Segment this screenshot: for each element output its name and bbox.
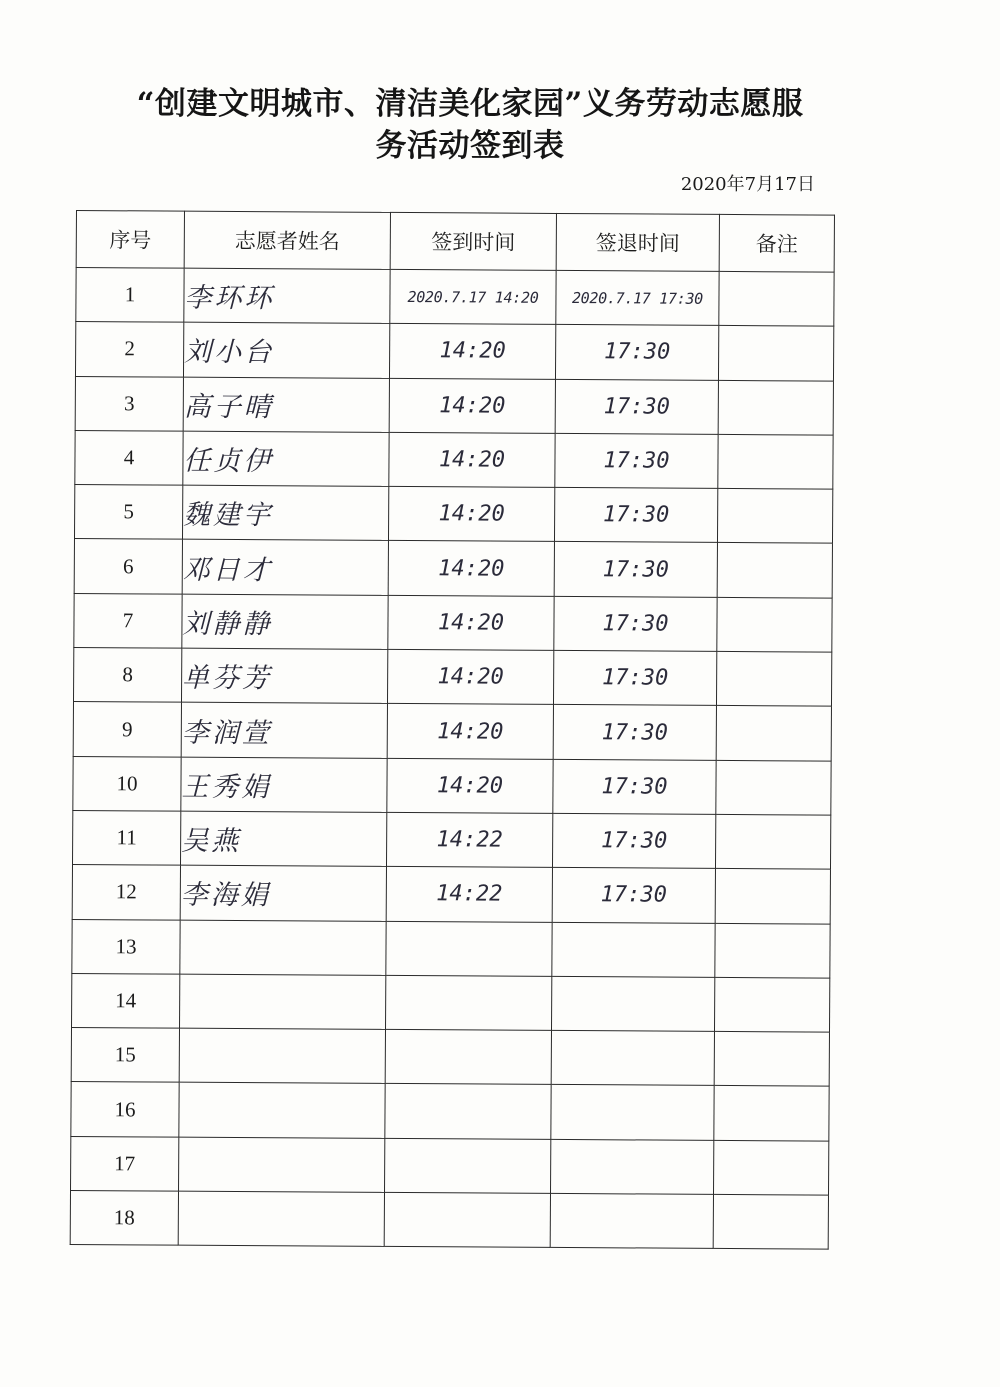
volunteer-name-cell: [180, 974, 386, 1030]
sign-in-time-cell: 14:20: [387, 758, 553, 813]
volunteer-name-cell: 高子晴: [183, 377, 389, 433]
serial-number-cell: 9: [73, 702, 181, 757]
sign-out-time-cell: 17:30: [552, 813, 715, 868]
table-row: [73, 702, 831, 761]
table-row: [72, 973, 830, 1032]
remarks-cell: [717, 597, 832, 652]
serial-number-cell: 5: [74, 485, 182, 540]
remarks-cell: [715, 814, 830, 869]
sign-in-time-cell: [385, 975, 551, 1030]
sign-in-time-cell: 14:20: [387, 649, 553, 704]
document-date: 2020年7月17日: [680, 174, 815, 195]
volunteer-name-cell: 刘小台: [183, 322, 389, 378]
volunteer-name-cell: 单芬芳: [181, 648, 387, 704]
sign-in-time-cell: [386, 921, 552, 976]
sign-out-time-cell: [550, 1193, 713, 1248]
header-serial-number: 序号: [76, 211, 184, 269]
sign-out-time-cell: 17:30: [553, 759, 716, 814]
sign-out-time-cell: [551, 976, 714, 1031]
remarks-cell: [717, 489, 832, 544]
sign-in-time-cell: 14:20: [388, 541, 554, 596]
header-sign-out-time: 签退时间: [556, 213, 719, 271]
volunteer-name-cell: 邓日才: [182, 540, 388, 596]
table-row: [75, 430, 833, 489]
remarks-cell: [714, 1032, 829, 1087]
table-row: [71, 1136, 829, 1195]
volunteer-name-cell: 李环环: [184, 268, 390, 324]
serial-number-cell: 14: [72, 973, 180, 1028]
sign-in-time-cell: [385, 1030, 551, 1085]
remarks-cell: [714, 1086, 829, 1141]
remarks-cell: [714, 977, 829, 1032]
serial-number-cell: 15: [71, 1028, 179, 1083]
volunteer-name-cell: 李海娟: [180, 865, 386, 921]
sign-out-time-cell: 17:30: [554, 542, 717, 597]
sign-in-time-cell: 14:20: [388, 595, 554, 650]
sign-in-time-cell: 14:22: [386, 812, 552, 867]
table-row: [73, 756, 831, 815]
sign-out-time-cell: [551, 1031, 714, 1086]
volunteer-name-cell: 任贞伊: [183, 431, 389, 487]
table-row: [74, 593, 832, 652]
sign-in-time-cell: 14:20: [389, 324, 555, 379]
volunteer-name-cell: 魏建宇: [182, 485, 388, 541]
sign-out-time-cell: [552, 922, 715, 977]
remarks-cell: [718, 326, 833, 381]
serial-number-cell: 7: [74, 593, 182, 648]
sign-out-time-cell: 17:30: [552, 868, 715, 923]
header-remarks: 备注: [719, 214, 834, 272]
remarks-cell: [713, 1140, 828, 1195]
table-row: [75, 376, 833, 435]
document-title-line1: “创建文明城市、清洁美化家园”义务劳动志愿服: [136, 86, 804, 122]
sign-in-time-cell: 14:20: [387, 704, 553, 759]
sign-out-time-cell: 17:30: [554, 596, 717, 651]
remarks-cell: [715, 923, 830, 978]
volunteer-name-cell: [179, 1137, 385, 1193]
table-row: [72, 919, 830, 978]
sign-out-time-cell: 17:30: [555, 379, 718, 434]
remarks-cell: [716, 652, 831, 707]
table-row: [76, 268, 834, 327]
serial-number-cell: 3: [75, 376, 183, 431]
table-header-row: [76, 211, 834, 273]
sign-in-time-cell: 14:22: [386, 867, 552, 922]
serial-number-cell: 18: [70, 1191, 178, 1246]
table-row: [72, 865, 830, 924]
serial-number-cell: 8: [73, 648, 181, 703]
remarks-cell: [716, 760, 831, 815]
table-row: [73, 810, 831, 869]
remarks-cell: [715, 869, 830, 924]
volunteer-name-cell: [179, 1028, 385, 1084]
serial-number-cell: 4: [75, 430, 183, 485]
serial-number-cell: 11: [73, 810, 181, 865]
remarks-cell: [713, 1194, 828, 1249]
serial-number-cell: 17: [71, 1136, 179, 1191]
sign-in-time-cell: [385, 1138, 551, 1193]
sign-in-time-cell: 2020.7.17 14:20: [390, 269, 556, 324]
remarks-cell: [718, 434, 833, 489]
serial-number-cell: 10: [73, 756, 181, 811]
sign-out-time-cell: [551, 1139, 714, 1194]
sign-out-time-cell: 17:30: [555, 433, 718, 488]
serial-number-cell: 6: [74, 539, 182, 594]
sign-out-time-cell: 17:30: [554, 488, 717, 543]
sign-in-time-cell: [384, 1192, 550, 1247]
header-sign-in-time: 签到时间: [390, 212, 556, 270]
serial-number-cell: 13: [72, 919, 180, 974]
sign-out-time-cell: 17:30: [553, 705, 716, 760]
sign-out-time-cell: 17:30: [555, 325, 718, 380]
volunteer-name-cell: 刘静静: [182, 594, 388, 650]
serial-number-cell: 1: [76, 268, 184, 323]
remarks-cell: [718, 380, 833, 435]
table-row: [74, 539, 832, 598]
sign-in-time-cell: 14:20: [389, 378, 555, 433]
table-row: [73, 648, 831, 707]
sign-in-time-cell: [385, 1084, 551, 1139]
serial-number-cell: 16: [71, 1082, 179, 1137]
sign-in-time-cell: 14:20: [389, 432, 555, 487]
sign-in-table: [70, 210, 835, 1250]
volunteer-name-cell: 吴燕: [180, 811, 386, 867]
serial-number-cell: 2: [75, 322, 183, 377]
table-row: [75, 322, 833, 381]
header-volunteer-name: 志愿者姓名: [184, 211, 390, 269]
sign-out-time-cell: 17:30: [553, 651, 716, 706]
table-row: [71, 1082, 829, 1141]
table-row: [74, 485, 832, 544]
sign-out-time-cell: 2020.7.17 17:30: [556, 270, 719, 325]
remarks-cell: [716, 706, 831, 761]
remarks-cell: [719, 271, 834, 326]
volunteer-name-cell: 李润萱: [181, 703, 387, 759]
volunteer-name-cell: 王秀娟: [181, 757, 387, 813]
table-row: [70, 1191, 828, 1250]
sign-in-time-cell: 14:20: [388, 487, 554, 542]
sign-out-time-cell: [551, 1085, 714, 1140]
volunteer-name-cell: [180, 920, 386, 976]
remarks-cell: [717, 543, 832, 598]
volunteer-name-cell: [179, 1083, 385, 1139]
serial-number-cell: 12: [72, 865, 180, 920]
document-title-line2: 务活动签到表: [375, 128, 565, 164]
volunteer-name-cell: [178, 1191, 384, 1247]
table-row: [71, 1028, 829, 1087]
